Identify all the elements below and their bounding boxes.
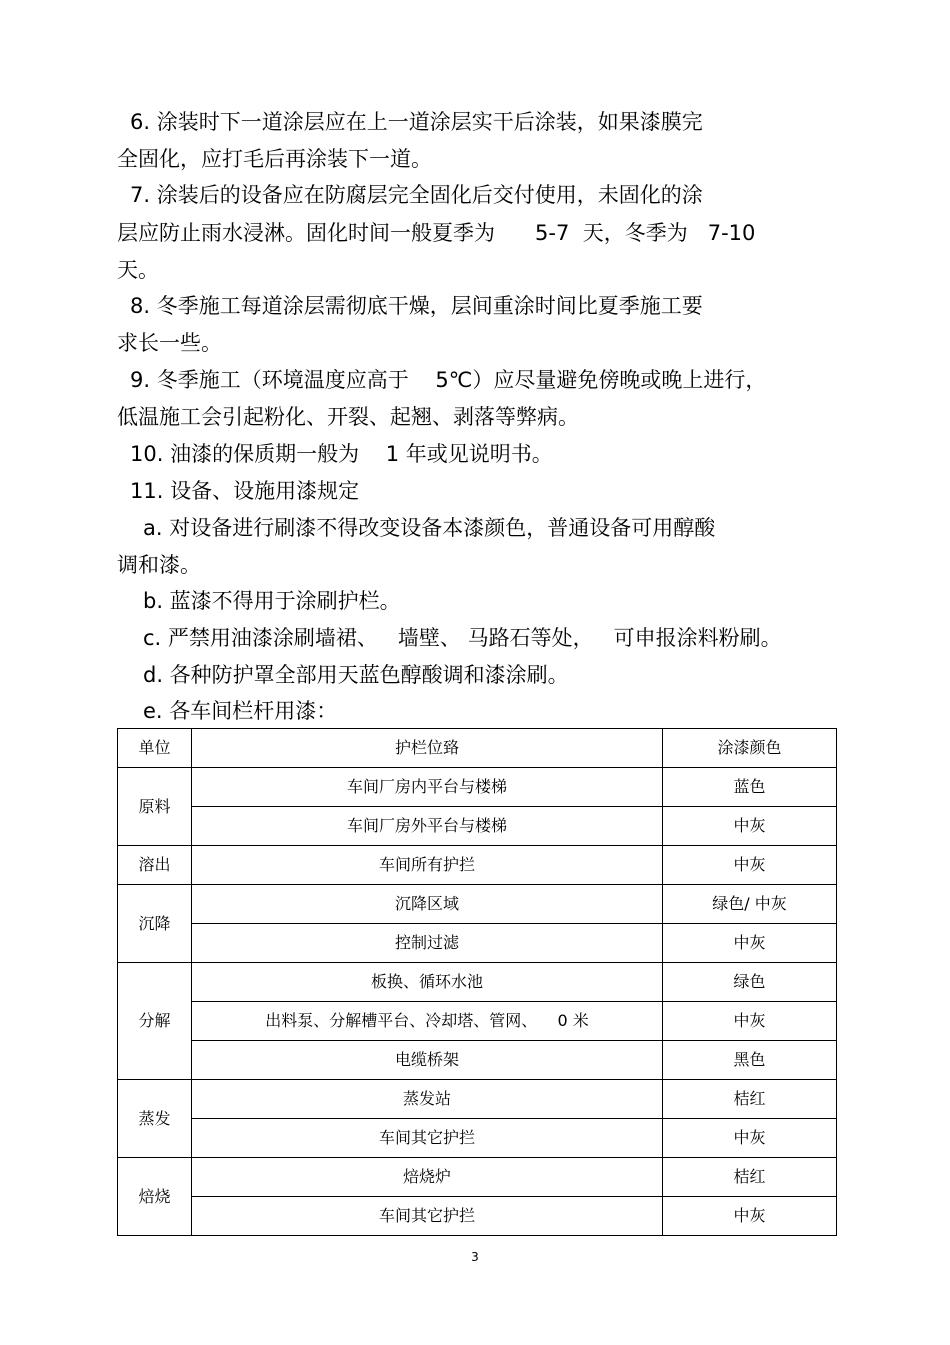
unit-cell: 溶出 xyxy=(118,846,192,885)
location-cell: 焙烧炉 xyxy=(192,1158,663,1197)
location-cell: 蒸发站 xyxy=(192,1080,663,1119)
location-cell: 车间所有护拦 xyxy=(192,846,663,885)
paragraph-line: 全固化，应打毛后再涂装下一道。 xyxy=(117,147,432,171)
table-row xyxy=(118,1041,837,1080)
paragraph-line: 10. 油漆的保质期一般为 1 年或见说明书。 xyxy=(130,442,553,466)
color-cell: 中灰 xyxy=(663,807,837,846)
paragraph-line: 层应防止雨水浸淋。固化时间一般夏季为 5-7 天，冬季为 7-10 xyxy=(117,221,756,245)
header-railing-location: 护栏位臵 xyxy=(192,729,663,768)
table-row xyxy=(118,1197,837,1236)
paragraph-line: 9. 冬季施工（环境温度应高于 5℃）应尽量避免傍晚或晚上进行， xyxy=(130,368,767,392)
railing-paint-table xyxy=(117,728,837,1236)
table-header-row xyxy=(118,729,837,768)
table-row xyxy=(118,1158,837,1197)
table-row xyxy=(118,1002,837,1041)
paragraph-line: 7. 涂装后的设备应在防腐层完全固化后交付使用，未固化的涂 xyxy=(130,183,703,207)
paragraph-line: 6. 涂装时下一道涂层应在上一道涂层实干后涂装，如果漆膜完 xyxy=(130,110,703,134)
color-cell: 中灰 xyxy=(663,1002,837,1041)
table-row xyxy=(118,963,837,1002)
color-cell: 绿色 xyxy=(663,963,837,1002)
table-row xyxy=(118,1080,837,1119)
paragraph-line: e. 各车间栏杆用漆： xyxy=(143,699,338,723)
table-row xyxy=(118,768,837,807)
paragraph-line: 调和漆。 xyxy=(117,553,201,577)
unit-cell: 蒸发 xyxy=(118,1080,192,1158)
paragraph-line: c. 严禁用油漆涂刷墙裙、 墙壁、 马路石等处， 可申报涂料粉刷。 xyxy=(143,626,782,650)
location-cell: 车间厂房外平台与楼梯 xyxy=(192,807,663,846)
color-cell: 绿色/ 中灰 xyxy=(663,885,837,924)
color-cell: 中灰 xyxy=(663,846,837,885)
table-row xyxy=(118,885,837,924)
color-cell: 桔红 xyxy=(663,1080,837,1119)
paragraph-line: 低温施工会引起粉化、开裂、起翘、剥落等弊病。 xyxy=(117,405,579,429)
unit-cell: 焙烧 xyxy=(118,1158,192,1236)
color-cell: 桔红 xyxy=(663,1158,837,1197)
paragraph-line: a. 对设备进行刷漆不得改变设备本漆颜色，普通设备可用醇酸 xyxy=(143,516,716,540)
page-number: 3 xyxy=(471,1250,479,1264)
unit-cell: 分解 xyxy=(118,963,192,1080)
paragraph-line: 8. 冬季施工每道涂层需彻底干燥，层间重涂时间比夏季施工要 xyxy=(130,294,703,318)
unit-cell: 沉降 xyxy=(118,885,192,963)
paragraph-line: b. 蓝漆不得用于涂刷护栏。 xyxy=(143,589,401,613)
color-cell: 中灰 xyxy=(663,1197,837,1236)
table-row xyxy=(118,846,837,885)
location-cell: 电缆桥架 xyxy=(192,1041,663,1080)
location-cell: 车间厂房内平台与楼梯 xyxy=(192,768,663,807)
table-row xyxy=(118,1119,837,1158)
paragraph-line: d. 各种防护罩全部用天蓝色醇酸调和漆涂刷。 xyxy=(143,663,569,687)
color-cell: 中灰 xyxy=(663,924,837,963)
location-cell: 车间其它护拦 xyxy=(192,1119,663,1158)
header-unit: 单位 xyxy=(118,729,192,768)
color-cell: 黑色 xyxy=(663,1041,837,1080)
table-row xyxy=(118,807,837,846)
unit-cell: 原料 xyxy=(118,768,192,846)
color-cell: 中灰 xyxy=(663,1119,837,1158)
paragraph-line: 求长一些。 xyxy=(117,331,222,355)
paragraph-line: 11. 设备、设施用漆规定 xyxy=(130,479,360,503)
color-cell: 蓝色 xyxy=(663,768,837,807)
location-cell: 控制过滤 xyxy=(192,924,663,963)
header-paint-color: 涂漆颜色 xyxy=(663,729,837,768)
paragraph-line: 天。 xyxy=(117,258,159,282)
table-row xyxy=(118,924,837,963)
location-cell: 出料泵、分解槽平台、冷却塔、管网、 0 米 xyxy=(192,1002,663,1041)
location-cell: 车间其它护拦 xyxy=(192,1197,663,1236)
location-cell: 沉降区域 xyxy=(192,885,663,924)
location-cell: 板换、循环水池 xyxy=(192,963,663,1002)
